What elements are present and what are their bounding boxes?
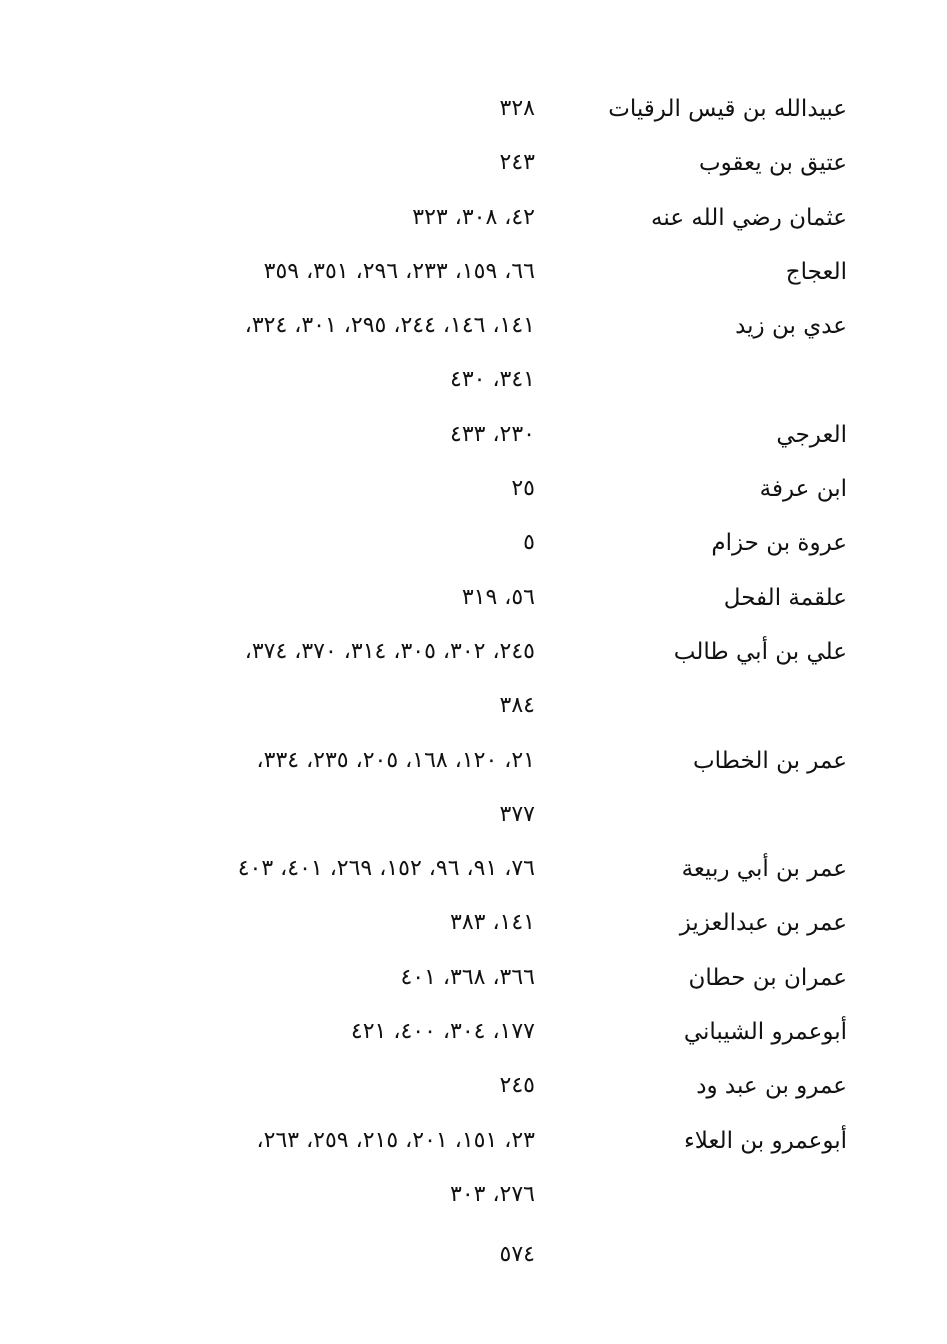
index-entry	[0, 1114, 947, 1168]
index-entry	[0, 136, 947, 190]
entry-pages: ٥	[523, 530, 535, 556]
index-entry	[0, 245, 947, 299]
entry-name: أبوعمرو بن العلاء	[683, 1127, 847, 1154]
index-entry	[0, 516, 947, 570]
index-entry	[0, 191, 947, 245]
index-entry	[0, 1059, 947, 1113]
entry-pages: ٣٤١، ٤٣٠	[450, 367, 535, 393]
entry-pages: ٧٦، ٩١، ٩٦، ١٥٢، ٢٦٩، ٤٠١، ٤٠٣	[237, 856, 535, 882]
entry-name: عروة بن حزام	[711, 530, 847, 557]
entry-pages: ١٧٧، ٣٠٤، ٤٠٠، ٤٢١	[350, 1019, 535, 1045]
entry-pages: ٢٣٠، ٤٣٣	[450, 421, 535, 447]
index-entry	[0, 571, 947, 625]
index-entry	[0, 1005, 947, 1059]
entry-name: علي بن أبي طالب	[673, 638, 847, 665]
entry-pages: ١٤١، ١٤٦، ٢٤٤، ٢٩٥، ٣٠١، ٣٢٤،	[244, 313, 535, 339]
entry-pages: ٢٧٦، ٣٠٣	[450, 1181, 535, 1207]
index-entry	[0, 408, 947, 462]
entry-pages: ٢٥	[511, 476, 535, 502]
entry-pages: ٢٤٥، ٣٠٢، ٣٠٥، ٣١٤، ٣٧٠، ٣٧٤،	[244, 638, 535, 664]
entry-pages: ٢٤٥	[499, 1073, 535, 1099]
entry-pages: ٣٧٧	[499, 801, 535, 827]
entry-name: عبيدالله بن قيس الرقيات	[608, 96, 847, 122]
entry-name: عمران بن حطان	[688, 964, 847, 991]
entry-name: عمر بن عبدالعزيز	[679, 910, 847, 937]
index-entry-continuation	[0, 788, 947, 842]
entry-name: عثمان رضي الله عنه	[651, 204, 847, 231]
entry-pages: ٦٦، ١٥٩، ٢٣٣، ٢٩٦، ٣٥١، ٣٥٩	[263, 258, 535, 284]
index-entry-continuation	[0, 1168, 947, 1222]
index-entry	[0, 951, 947, 1005]
entry-name: العجاج	[785, 258, 847, 285]
entry-pages: ٣٢٨	[499, 96, 535, 121]
entry-pages: ٣٨٤	[499, 693, 535, 719]
index-list	[0, 82, 947, 1222]
entry-pages: ٣٦٦، ٣٦٨، ٤٠١	[400, 964, 535, 990]
index-entry	[0, 842, 947, 896]
index-entry	[0, 82, 947, 136]
index-entry	[0, 462, 947, 516]
entry-name: عمرو بن عبد ود	[696, 1073, 847, 1100]
entry-name: أبوعمرو الشيباني	[683, 1019, 847, 1046]
entry-pages: ٢٤٣	[499, 150, 535, 176]
entry-pages: ٤٢، ٣٠٨، ٣٢٣	[412, 204, 535, 230]
index-entry	[0, 896, 947, 950]
entry-name: عدي بن زيد	[735, 313, 847, 340]
index-entry-continuation	[0, 679, 947, 733]
entry-pages: ٥٦، ٣١٩	[461, 584, 535, 610]
entry-name: عمر بن أبي ربيعة	[681, 856, 847, 883]
entry-name: عتيق بن يعقوب	[699, 150, 847, 177]
entry-name: العرجي	[776, 421, 847, 448]
entry-pages: ٢١، ١٢٠، ١٦٨، ٢٠٥، ٢٣٥، ٣٣٤،	[256, 747, 535, 773]
index-entry	[0, 625, 947, 679]
entry-pages: ١٤١، ٣٨٣	[450, 910, 535, 936]
entry-pages: ٢٣، ١٥١، ٢٠١، ٢١٥، ٢٥٩، ٢٦٣،	[256, 1127, 535, 1153]
index-entry	[0, 734, 947, 788]
page-number: ٥٧٤	[499, 1242, 535, 1267]
index-entry	[0, 299, 947, 353]
index-entry-continuation	[0, 353, 947, 407]
entry-name: ابن عرفة	[759, 476, 847, 503]
entry-name: علقمة الفحل	[723, 584, 847, 611]
entry-name: عمر بن الخطاب	[692, 747, 847, 774]
